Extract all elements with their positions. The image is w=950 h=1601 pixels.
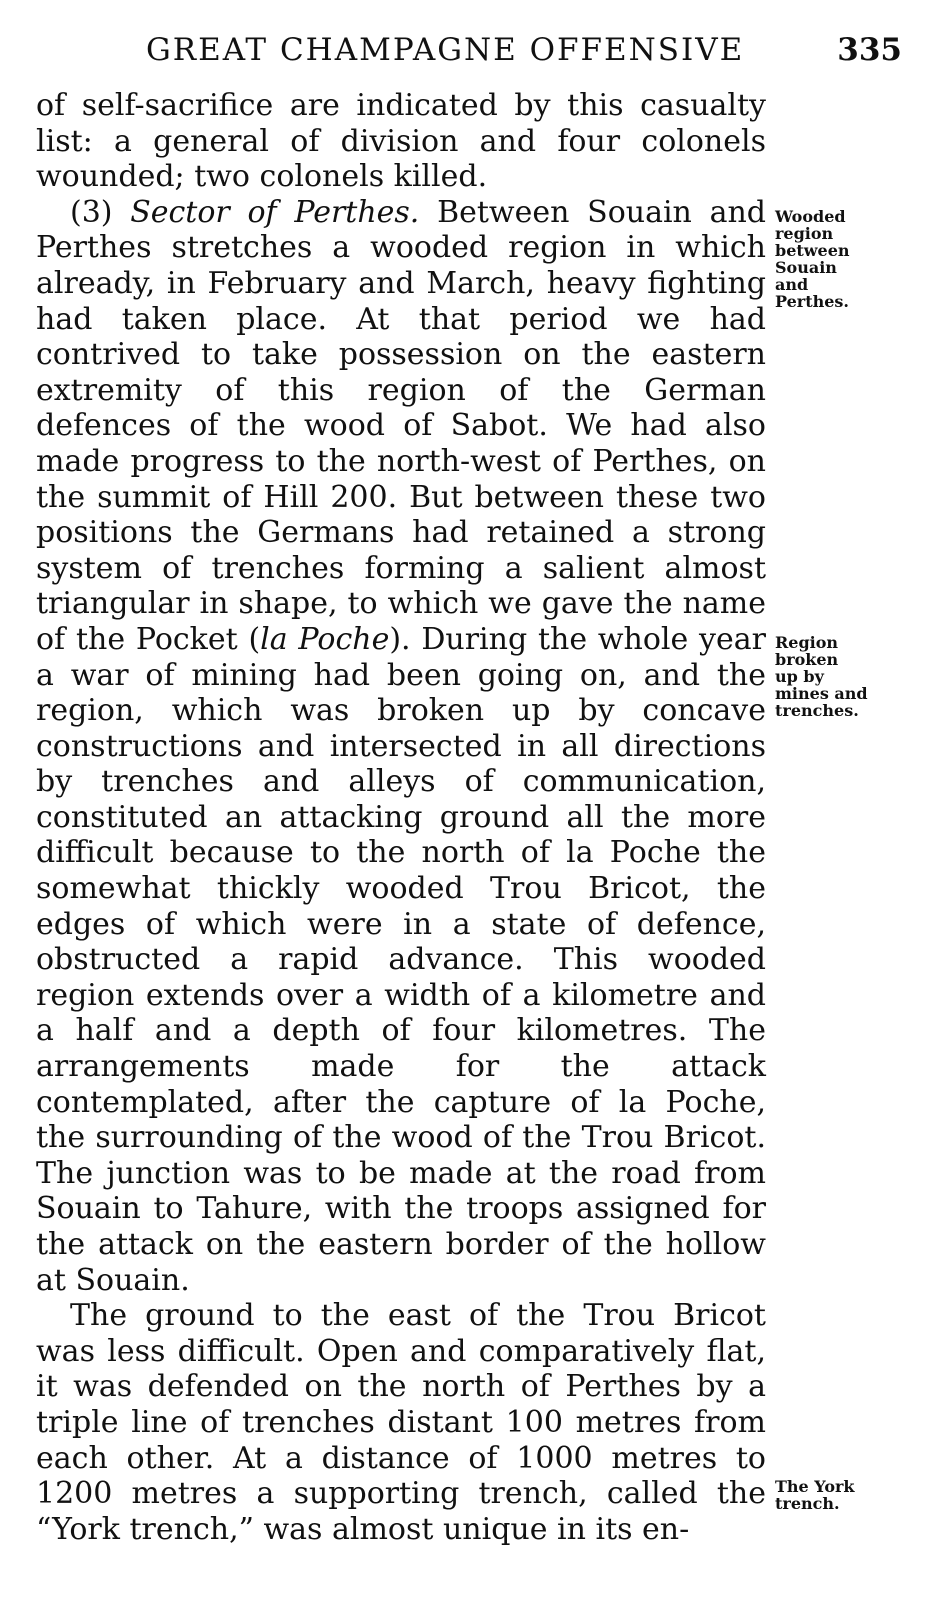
paragraph-2-text-a: Between Souain and Perthes stretches a wooded region in which already, in February and March, heavy fighting had taken place. At that period we had contrived to take possession on the eastern extremity of this region of the German defences of the wood of Sabot. We had also made progress to the north-west of Perthes, on the summit of Hill 200. But between these two positions the Germans had retained a strong system of trenches forming a salient almost triangular in shape, to which we gave the name of the Pocket ( <box>36 194 766 657</box>
page-number: 335 <box>837 32 902 68</box>
la-poche-term: la Poche <box>260 621 390 657</box>
margin-note-wooded-region: Wooded region between Souain and Perthes. <box>775 207 850 311</box>
paragraph-1: of self-sacrifice are indicated by this casualty list: a general of division and four colonels wounded; two colonels killed. <box>36 88 766 195</box>
running-head: GREAT CHAMPAGNE OFFENSIVE <box>146 32 745 68</box>
margin-note-region-broken: Region broken up by mines and trenches. <box>775 633 868 720</box>
page-header <box>0 30 950 70</box>
sector-heading: Sector of Perthes. <box>130 194 420 230</box>
paragraph-2-text-b: ). During the whole year a war of mining had been going on, and the region, which was broken up by concave constructions and intersected in all directions by trenches and alleys of communication, constituted an attacking ground all the more difficult because to the north of la Poche the somewhat thickly wooded Trou Bricot, the edges of which were in a state of defence, obstructed a rapid advance. This wooded region extends over a width of a kilometre and a half and a depth of four kilometres. The arrangements made for the attack contemplated, after the capture of la Poche, the surrounding of the wood of the Trou Bricot. The junction was to be made at the road from Souain to Tahure, with the troops assigned for the attack on the eastern border of the hollow at Souain. <box>36 621 766 1298</box>
margin-note-york-trench: The York trench. <box>775 1477 855 1513</box>
paragraph-2-lead: (3) <box>70 194 131 230</box>
paragraph-3: The ground to the east of the Trou Bricot was less difficult. Open and comparatively flat, it was defended on the north of Perthes by a triple line of trenches distant 100 metres from each other. At a distance of 1000 metres to 1200 metres a supporting trench, called the “York trench,” was almost unique in its en- <box>36 1298 766 1547</box>
body-text <box>36 88 766 1547</box>
paragraph-2 <box>36 195 766 1298</box>
